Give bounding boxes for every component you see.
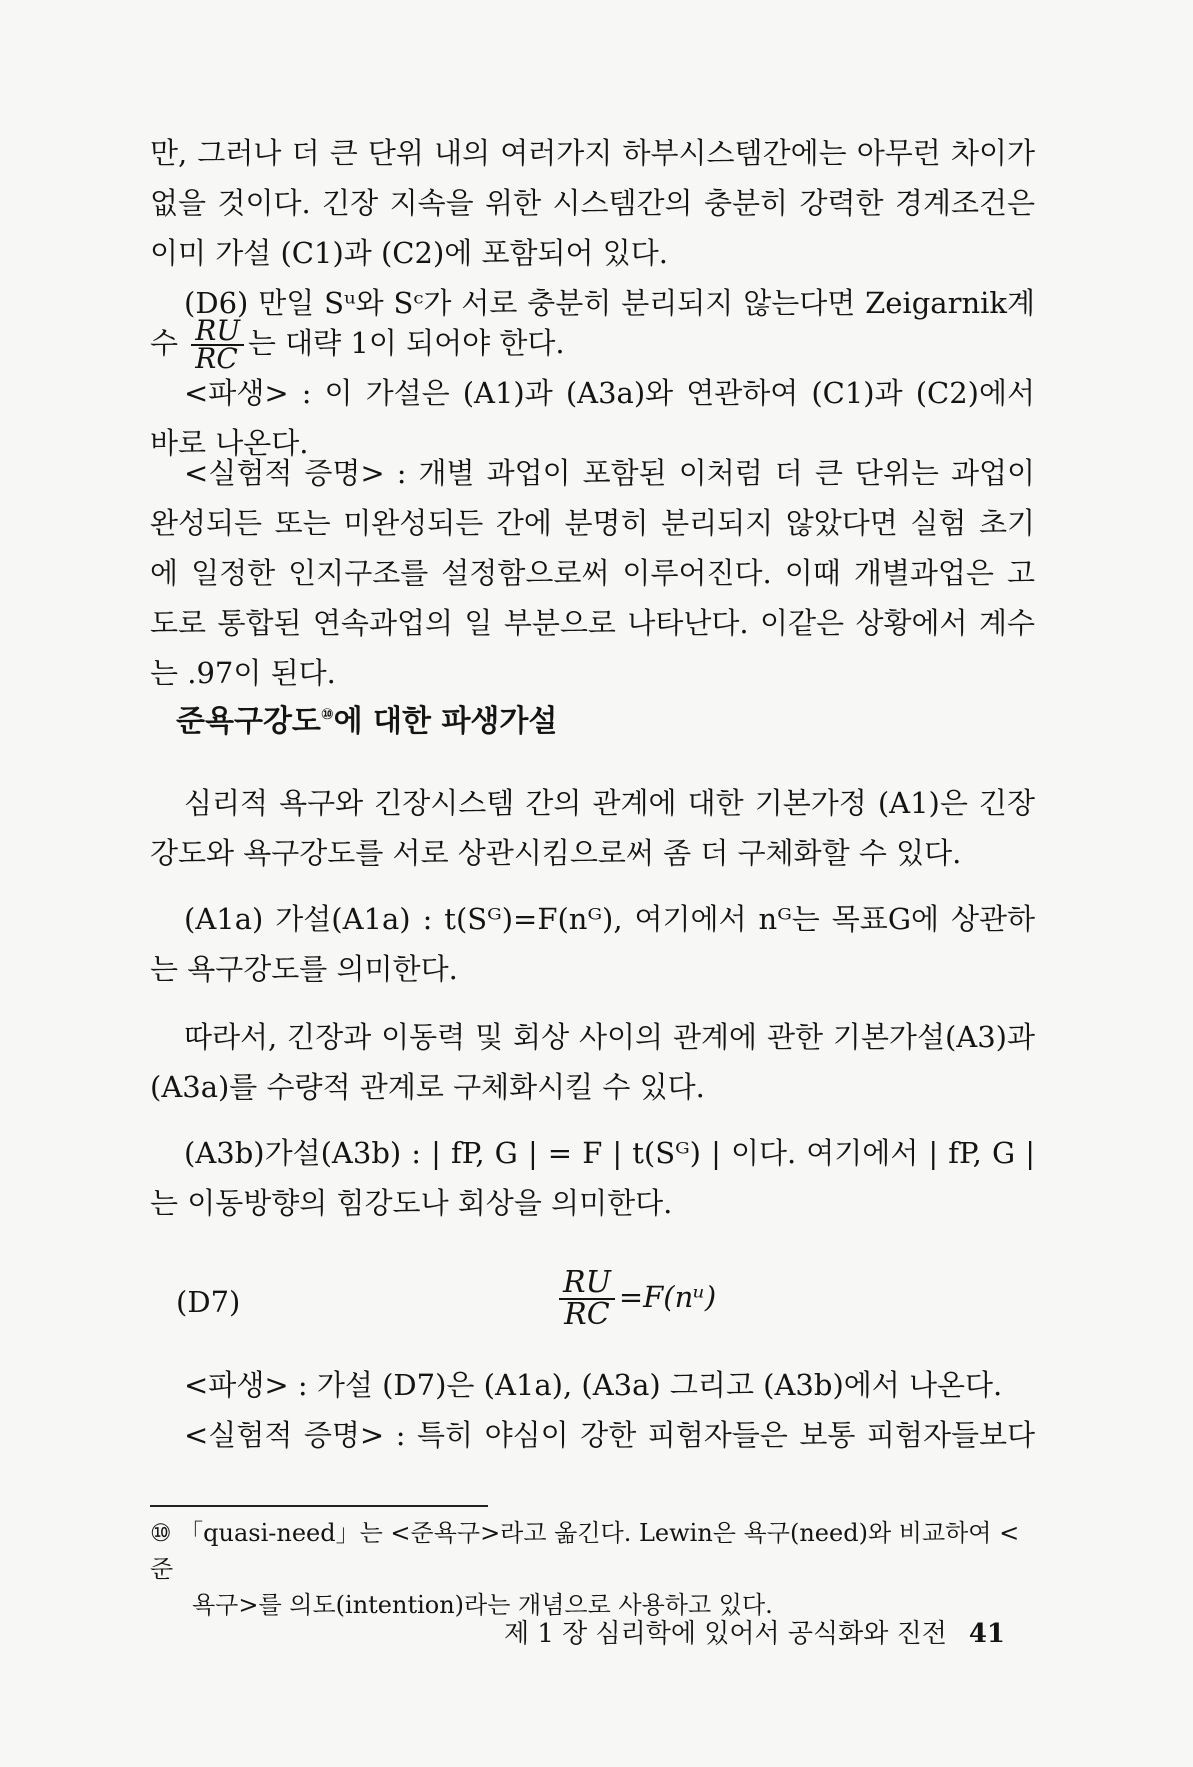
chapter-title: 제 1 장 심리학에 있어서 공식화와 진전: [503, 1619, 947, 1649]
d7-fraction: [559, 1265, 615, 1332]
heading-text: 준욕구강도: [176, 704, 321, 739]
page-number: 41: [968, 1619, 1005, 1649]
heading-tail: 에 대한 파생가설: [333, 704, 558, 739]
d7-rhs: =F(nᵘ): [618, 1280, 717, 1314]
empirical-proof-2: <실험적 증명> : 특히 야심이 강한 피험자들은 보통 피험자들보다: [184, 1418, 1035, 1452]
footnote-marker: ⑩: [320, 705, 334, 723]
section-heading: [176, 696, 557, 740]
hypothesis-a3b: (A3b)가설(A3b) : | fP, G | = F | t(Sᴳ) | 이다. 여기에서 | fP, G |는 이동방향의 힘강도나 회상을 의미한다.: [150, 1136, 1035, 1220]
derivation-1: <파생> : 이 가설은 (A1)과 (A3a)와 연관하여 (C1)과 (C2)에서 바로 나온다.: [150, 376, 1035, 460]
paragraph-intro: 만, 그러나 더 큰 단위 내의 여러가지 하부시스템간에는 아무런 차이가 없을 것이다. 긴장 지속을 위한 시스템간의 충분히 강력한 경계조건은 이미 가설 (C1)과 (C2)에 포함되어 있다.: [150, 136, 1035, 270]
d6-suffix: 는 대략 1이 되어야 한다.: [247, 326, 565, 360]
empirical-proof-1: <실험적 증명> : 개별 과업이 포함된 이처럼 더 큰 단위는 과업이 완성되든 또는 미완성되든 간에 분명히 분리되지 않았다면 실험 초기에 일정한 인지구조를 설정함으로써 이루어진다. 이때 개별과업은 고도로 통합된 연속과업의 일 부분으로 나타난다. 이같은 상황에서 계수는 .97이 된다.: [150, 456, 1035, 690]
equation-d7: [555, 1265, 717, 1332]
footnote: [150, 1515, 1035, 1623]
hypothesis-a1a: (A1a) 가설(A1a) : t(Sᴳ)=F(nᴳ), 여기에서 nᴳ는 목표G에 상관하는 욕구강도를 의미한다.: [150, 902, 1035, 986]
d6-fraction-denominator: RC: [195, 342, 238, 375]
derivation-2: <파생> : 가설 (D7)은 (A1a), (A3a) 그리고 (A3b)에서 나온다.: [184, 1368, 1003, 1402]
d6-fraction-numerator: RU: [191, 318, 244, 346]
footnote-line-1: ⑩ 「quasi-need」는 <준욕구>라고 옮긴다. Lewin은 욕구(need)와 비교하여 <준: [150, 1519, 1020, 1583]
paragraph-a3: 따라서, 긴장과 이동력 및 회상 사이의 관계에 관한 기본가설(A3)과 (A3a)를 수량적 관계로 구체화시킬 수 있다.: [150, 1020, 1035, 1104]
d6-prefix: 수: [150, 326, 179, 360]
hypothesis-d6-line2: [150, 314, 1035, 375]
paragraph-a1: 심리적 욕구와 긴장시스템 간의 관계에 대한 기본가정 (A1)은 긴장강도와 욕구강도를 서로 상관시킴으로써 좀 더 구체화할 수 있다.: [150, 786, 1035, 870]
footnote-line-2: 욕구>를 의도(intention)라는 개념으로 사용하고 있다.: [192, 1591, 773, 1619]
d7-fraction-denominator: RC: [564, 1297, 610, 1332]
equation-d7-label: (D7): [176, 1285, 241, 1319]
hypothesis-d6-line1: (D6) 만일 Sᵘ와 Sᶜ가 서로 충분히 분리되지 않는다면 Zeigarnik계: [184, 286, 1035, 320]
d7-fraction-numerator: RU: [559, 1268, 615, 1300]
d6-fraction: [191, 314, 244, 375]
footnote-divider: [150, 1505, 488, 1507]
page-footer: [504, 1613, 1005, 1650]
